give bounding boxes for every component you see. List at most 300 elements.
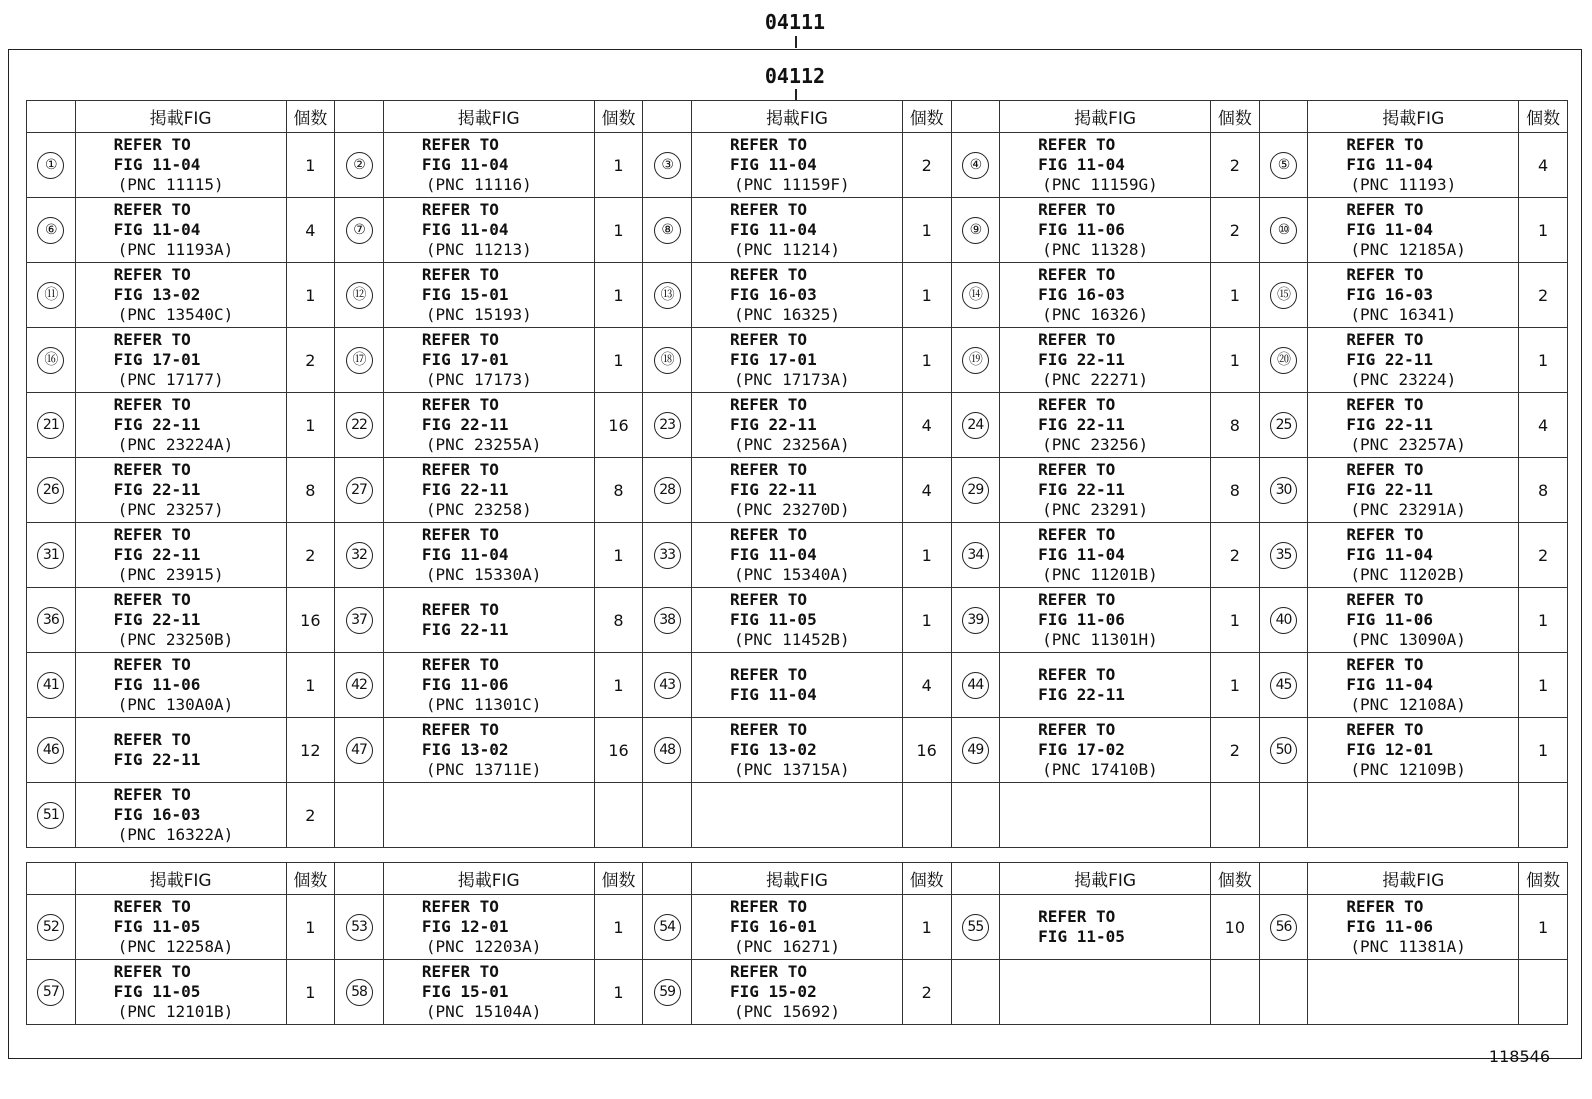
quantity-cell: 1 <box>594 653 643 718</box>
refer-to-text: REFER TO <box>730 665 808 684</box>
reference-cell <box>383 783 594 848</box>
header-qty-cell: 個数 <box>902 101 951 133</box>
item-number-badge: ② <box>346 152 373 179</box>
quantity-cell: 2 <box>1211 133 1260 198</box>
pnc-number: (PNC 12108A) <box>1350 695 1466 714</box>
reference-cell <box>692 198 903 263</box>
reference-cell <box>1000 133 1211 198</box>
pnc-number: (PNC 15340A) <box>734 565 850 584</box>
quantity-cell: 1 <box>286 960 335 1025</box>
quantity-cell: 1 <box>286 263 335 328</box>
item-number-badge: ⑯ <box>37 347 64 374</box>
fig-reference: FIG 22-11 <box>113 545 201 564</box>
item-number-cell <box>643 588 692 653</box>
fig-reference: FIG 22-11 <box>113 415 201 434</box>
reference-cell <box>383 523 594 588</box>
fig-reference: FIG 16-01 <box>730 917 817 936</box>
table-row <box>27 783 1568 848</box>
reference-cell <box>1000 895 1211 960</box>
refer-to-text: REFER TO <box>730 525 808 544</box>
item-number-cell <box>951 653 1000 718</box>
refer-to-text: REFER TO <box>113 135 191 154</box>
refer-to-text: REFER TO <box>1038 330 1116 349</box>
fig-reference: FIG 11-04 <box>113 155 201 174</box>
item-number-cell <box>643 328 692 393</box>
item-number-cell <box>643 960 692 1025</box>
quantity-cell: 2 <box>902 133 951 198</box>
quantity-cell: 1 <box>1519 653 1568 718</box>
item-number-cell <box>335 263 384 328</box>
fig-reference: FIG 11-04 <box>421 220 509 239</box>
item-number-cell <box>1259 588 1308 653</box>
quantity-cell: 1 <box>1519 718 1568 783</box>
reference-cell <box>1000 783 1211 848</box>
fig-reference: FIG 11-04 <box>421 545 509 564</box>
pnc-number: (PNC 16341) <box>1350 305 1457 324</box>
item-number-cell <box>335 393 384 458</box>
item-number-badge: 51 <box>37 802 64 829</box>
quantity-cell: 16 <box>594 393 643 458</box>
pnc-number: (PNC 16322A) <box>117 825 234 844</box>
table-row <box>27 588 1568 653</box>
quantity-cell: 16 <box>902 718 951 783</box>
item-number-badge: ① <box>37 152 64 179</box>
fig-reference: FIG 11-06 <box>1346 610 1434 629</box>
item-number-cell <box>951 783 1000 848</box>
pnc-number: (PNC 11328) <box>1042 240 1149 259</box>
pnc-number: (PNC 11159G) <box>1042 175 1158 194</box>
reference-cell <box>75 458 286 523</box>
quantity-cell: 4 <box>902 458 951 523</box>
quantity-cell: 2 <box>1519 263 1568 328</box>
reference-cell <box>692 523 903 588</box>
item-number-badge: 55 <box>962 914 989 941</box>
item-number-cell <box>1259 393 1308 458</box>
header-fig-cell: 掲載FIG <box>692 863 903 895</box>
header-fig-cell: 掲載FIG <box>1308 863 1519 895</box>
reference-cell <box>1000 393 1211 458</box>
item-number-badge: 25 <box>1270 412 1297 439</box>
item-number-cell <box>335 895 384 960</box>
fig-reference: FIG 16-03 <box>730 285 817 304</box>
header-qty-cell: 個数 <box>286 101 335 133</box>
quantity-cell <box>594 783 643 848</box>
item-number-badge: ⑪ <box>37 282 64 309</box>
fig-reference: FIG 13-02 <box>730 740 817 759</box>
item-number-cell <box>643 523 692 588</box>
header-no-cell <box>951 863 1000 895</box>
quantity-cell: 1 <box>902 588 951 653</box>
item-number-badge: ⑨ <box>962 217 989 244</box>
reference-cell <box>383 653 594 718</box>
quantity-cell <box>1519 960 1568 1025</box>
reference-cell <box>383 133 594 198</box>
refer-to-text: REFER TO <box>113 897 191 916</box>
quantity-cell: 1 <box>594 895 643 960</box>
fig-reference: FIG 22-11 <box>421 480 509 499</box>
fig-reference: FIG 22-11 <box>1038 415 1125 434</box>
fig-reference: FIG 11-06 <box>1038 220 1125 239</box>
refer-to-text: REFER TO <box>730 330 808 349</box>
pnc-number: (PNC 11301C) <box>425 695 542 714</box>
item-number-cell <box>27 960 76 1025</box>
pnc-number: (PNC 16326) <box>1042 305 1149 324</box>
pnc-number: (PNC 11213) <box>425 240 532 259</box>
pnc-number: (PNC 15104A) <box>425 1002 542 1021</box>
item-number-cell <box>335 653 384 718</box>
fig-reference: FIG 12-01 <box>1346 740 1434 759</box>
quantity-cell: 2 <box>1211 198 1260 263</box>
item-number-cell <box>27 718 76 783</box>
item-number-badge: ⑮ <box>1270 282 1297 309</box>
item-number-cell <box>27 393 76 458</box>
quantity-cell: 2 <box>902 960 951 1025</box>
item-number-badge: ⑰ <box>346 347 373 374</box>
top-code-leader-line <box>795 36 797 48</box>
item-number-cell <box>27 328 76 393</box>
pnc-number: (PNC 11452B) <box>734 630 850 649</box>
quantity-cell: 1 <box>594 198 643 263</box>
pnc-number: (PNC 15692) <box>734 1002 840 1021</box>
item-number-cell <box>951 328 1000 393</box>
item-number-cell <box>643 393 692 458</box>
pnc-number: (PNC 11214) <box>734 240 840 259</box>
fig-reference: FIG 11-06 <box>1346 917 1434 936</box>
fig-reference: FIG 11-04 <box>730 155 817 174</box>
item-number-badge: 24 <box>962 412 989 439</box>
pnc-number: (PNC 17173) <box>425 370 532 389</box>
quantity-cell: 1 <box>594 960 643 1025</box>
refer-to-text: REFER TO <box>113 395 191 414</box>
item-number-cell <box>335 458 384 523</box>
refer-to-text: REFER TO <box>1346 265 1424 284</box>
item-number-cell <box>951 263 1000 328</box>
item-number-cell <box>335 960 384 1025</box>
refer-to-text: REFER TO <box>113 962 191 981</box>
item-number-badge: 22 <box>346 412 373 439</box>
header-fig-cell: 掲載FIG <box>383 863 594 895</box>
pnc-number: (PNC 17410B) <box>1042 760 1158 779</box>
refer-to-text: REFER TO <box>1346 655 1424 674</box>
fig-reference: FIG 12-01 <box>421 917 509 936</box>
refer-to-text: REFER TO <box>1038 135 1116 154</box>
reference-cell <box>1308 588 1519 653</box>
item-number-cell <box>27 783 76 848</box>
reference-cell <box>1308 263 1519 328</box>
reference-cell <box>383 960 594 1025</box>
refer-to-text: REFER TO <box>421 600 499 619</box>
header-fig-cell: 掲載FIG <box>1000 101 1211 133</box>
reference-cell <box>692 393 903 458</box>
parts-table-secondary <box>26 862 1568 1025</box>
quantity-cell: 1 <box>902 198 951 263</box>
header-fig-cell: 掲載FIG <box>1000 863 1211 895</box>
reference-cell <box>75 198 286 263</box>
fig-reference: FIG 11-04 <box>1346 155 1434 174</box>
item-number-badge: 47 <box>346 737 373 764</box>
pnc-number: (PNC 11201B) <box>1042 565 1158 584</box>
item-number-badge: 45 <box>1270 672 1297 699</box>
fig-reference: FIG 11-06 <box>421 675 509 694</box>
top-assembly-code: 04111 <box>764 10 826 34</box>
reference-cell <box>1000 523 1211 588</box>
pnc-number: (PNC 13090A) <box>1350 630 1466 649</box>
refer-to-text: REFER TO <box>421 330 499 349</box>
reference-cell <box>1308 458 1519 523</box>
item-number-badge: 23 <box>654 412 681 439</box>
reference-cell <box>75 895 286 960</box>
refer-to-text: REFER TO <box>730 200 808 219</box>
quantity-cell: 8 <box>286 458 335 523</box>
quantity-cell: 1 <box>1211 328 1260 393</box>
reference-cell <box>1000 960 1211 1025</box>
quantity-cell <box>902 783 951 848</box>
item-number-cell <box>1259 718 1308 783</box>
item-number-cell <box>335 523 384 588</box>
fig-reference: FIG 17-01 <box>113 350 201 369</box>
header-qty-cell: 個数 <box>1519 101 1568 133</box>
pnc-number: (PNC 23256A) <box>734 435 850 454</box>
pnc-number: (PNC 12109B) <box>1350 760 1466 779</box>
refer-to-text: REFER TO <box>421 720 499 739</box>
item-number-badge: 57 <box>37 979 64 1006</box>
item-number-badge: ⑱ <box>654 347 681 374</box>
refer-to-text: REFER TO <box>730 962 808 981</box>
refer-to-text: REFER TO <box>421 265 499 284</box>
quantity-cell: 1 <box>594 328 643 393</box>
fig-reference: FIG 13-02 <box>113 285 201 304</box>
item-number-badge: 48 <box>654 737 681 764</box>
refer-to-text: REFER TO <box>421 525 499 544</box>
fig-reference: FIG 11-05 <box>730 610 817 629</box>
quantity-cell: 10 <box>1211 895 1260 960</box>
quantity-cell: 1 <box>594 263 643 328</box>
fig-reference: FIG 16-03 <box>113 805 201 824</box>
table-row <box>27 718 1568 783</box>
item-number-cell <box>1259 458 1308 523</box>
item-number-badge: 27 <box>346 477 373 504</box>
reference-cell <box>1308 393 1519 458</box>
pnc-number: (PNC 11301H) <box>1042 630 1158 649</box>
item-number-cell <box>1259 198 1308 263</box>
refer-to-text: REFER TO <box>113 785 191 804</box>
fig-reference: FIG 22-11 <box>1346 415 1434 434</box>
item-number-cell <box>643 895 692 960</box>
refer-to-text: REFER TO <box>113 730 191 749</box>
reference-cell <box>75 718 286 783</box>
table-row <box>27 393 1568 458</box>
header-no-cell <box>1259 863 1308 895</box>
reference-cell <box>1000 198 1211 263</box>
quantity-cell: 1 <box>594 523 643 588</box>
item-number-cell <box>643 653 692 718</box>
item-number-cell <box>643 458 692 523</box>
item-number-badge: 35 <box>1270 542 1297 569</box>
fig-reference: FIG 15-01 <box>421 982 509 1001</box>
refer-to-text: REFER TO <box>421 962 499 981</box>
item-number-cell <box>27 133 76 198</box>
refer-to-text: REFER TO <box>1346 395 1424 414</box>
pnc-number: (PNC 11116) <box>425 175 532 194</box>
reference-cell <box>1000 328 1211 393</box>
item-number-cell <box>951 588 1000 653</box>
item-number-badge: 39 <box>962 607 989 634</box>
quantity-cell: 1 <box>1519 895 1568 960</box>
quantity-cell: 12 <box>286 718 335 783</box>
quantity-cell <box>1519 783 1568 848</box>
reference-cell <box>383 588 594 653</box>
fig-reference: FIG 22-11 <box>730 415 817 434</box>
item-number-cell <box>643 718 692 783</box>
pnc-number: (PNC 11115) <box>117 175 224 194</box>
item-number-badge: ⑦ <box>346 217 373 244</box>
quantity-cell: 1 <box>594 133 643 198</box>
pnc-number: (PNC 12185A) <box>1350 240 1466 259</box>
quantity-cell: 8 <box>594 458 643 523</box>
header-no-cell <box>951 101 1000 133</box>
item-number-badge: 50 <box>1270 737 1297 764</box>
reference-cell <box>383 393 594 458</box>
item-number-badge: ③ <box>654 152 681 179</box>
item-number-cell <box>951 198 1000 263</box>
reference-cell <box>1000 458 1211 523</box>
reference-cell <box>75 960 286 1025</box>
fig-reference: FIG 22-11 <box>1346 480 1434 499</box>
reference-cell <box>75 393 286 458</box>
refer-to-text: REFER TO <box>1038 460 1116 479</box>
item-number-cell <box>1259 328 1308 393</box>
fig-reference: FIG 22-11 <box>421 415 509 434</box>
fig-reference: FIG 11-04 <box>1346 675 1434 694</box>
item-number-cell <box>951 895 1000 960</box>
pnc-number: (PNC 23915) <box>117 565 224 584</box>
pnc-number: (PNC 16325) <box>734 305 840 324</box>
item-number-cell <box>643 263 692 328</box>
pnc-number: (PNC 23257A) <box>1350 435 1466 454</box>
reference-cell <box>1308 960 1519 1025</box>
refer-to-text: REFER TO <box>113 525 191 544</box>
header-qty-cell: 個数 <box>902 863 951 895</box>
reference-cell <box>75 328 286 393</box>
fig-reference: FIG 13-02 <box>421 740 509 759</box>
reference-cell <box>1308 895 1519 960</box>
fig-reference: FIG 11-04 <box>730 545 817 564</box>
quantity-cell <box>1211 783 1260 848</box>
quantity-cell: 1 <box>902 895 951 960</box>
reference-cell <box>1000 588 1211 653</box>
item-number-cell <box>335 328 384 393</box>
table-row <box>27 458 1568 523</box>
item-number-badge: 37 <box>346 607 373 634</box>
reference-cell <box>75 653 286 718</box>
item-number-cell <box>27 263 76 328</box>
item-number-cell <box>335 198 384 263</box>
sub-assembly-code: 04112 <box>764 64 826 88</box>
quantity-cell: 8 <box>1519 458 1568 523</box>
pnc-number: (PNC 16271) <box>734 937 840 956</box>
table-row <box>27 653 1568 718</box>
item-number-cell <box>27 895 76 960</box>
fig-reference: FIG 17-01 <box>421 350 509 369</box>
quantity-cell: 1 <box>902 263 951 328</box>
table-row <box>27 895 1568 960</box>
refer-to-text: REFER TO <box>1346 897 1424 916</box>
pnc-number: (PNC 23258) <box>425 500 532 519</box>
item-number-badge: ⑳ <box>1270 347 1297 374</box>
item-number-cell <box>335 133 384 198</box>
item-number-cell <box>335 783 384 848</box>
quantity-cell: 2 <box>1211 523 1260 588</box>
pnc-number: (PNC 17173A) <box>734 370 850 389</box>
refer-to-text: REFER TO <box>1346 590 1424 609</box>
header-no-cell <box>27 863 76 895</box>
refer-to-text: REFER TO <box>730 135 808 154</box>
quantity-cell: 2 <box>1211 718 1260 783</box>
reference-cell <box>692 328 903 393</box>
item-number-cell <box>1259 263 1308 328</box>
reference-cell <box>692 588 903 653</box>
reference-cell <box>1308 718 1519 783</box>
quantity-cell: 2 <box>1519 523 1568 588</box>
item-number-cell <box>643 133 692 198</box>
reference-cell <box>692 783 903 848</box>
item-number-badge: 31 <box>37 542 64 569</box>
quantity-cell: 2 <box>286 523 335 588</box>
reference-cell <box>75 783 286 848</box>
item-number-cell <box>1259 783 1308 848</box>
fig-reference: FIG 22-11 <box>1038 480 1125 499</box>
pnc-number: (PNC 13540C) <box>117 305 234 324</box>
pnc-number: (PNC 23270D) <box>734 500 850 519</box>
refer-to-text: REFER TO <box>730 395 808 414</box>
item-number-cell <box>1259 653 1308 718</box>
quantity-cell: 1 <box>1519 588 1568 653</box>
reference-cell <box>692 895 903 960</box>
pnc-number: (PNC 23224) <box>1350 370 1457 389</box>
refer-to-text: REFER TO <box>1038 395 1116 414</box>
pnc-number: (PNC 11193A) <box>117 240 234 259</box>
refer-to-text: REFER TO <box>730 460 808 479</box>
item-number-badge: 46 <box>37 737 64 764</box>
refer-to-text: REFER TO <box>1346 200 1424 219</box>
reference-cell <box>1308 653 1519 718</box>
refer-to-text: REFER TO <box>421 655 499 674</box>
reference-cell <box>692 458 903 523</box>
header-fig-cell: 掲載FIG <box>383 101 594 133</box>
quantity-cell: 2 <box>286 783 335 848</box>
item-number-badge: 43 <box>654 672 681 699</box>
reference-cell <box>692 718 903 783</box>
pnc-number: (PNC 13711E) <box>425 760 542 779</box>
item-number-cell <box>951 458 1000 523</box>
table-row <box>27 523 1568 588</box>
item-number-cell <box>27 588 76 653</box>
item-number-cell <box>27 458 76 523</box>
item-number-cell <box>335 588 384 653</box>
item-number-badge: 32 <box>346 542 373 569</box>
refer-to-text: REFER TO <box>1038 720 1116 739</box>
pnc-number: (PNC 12203A) <box>425 937 542 956</box>
refer-to-text: REFER TO <box>1346 525 1424 544</box>
fig-reference: FIG 11-05 <box>113 917 201 936</box>
reference-cell <box>1308 523 1519 588</box>
refer-to-text: REFER TO <box>1038 665 1116 684</box>
refer-to-text: REFER TO <box>1346 330 1424 349</box>
table-header-row <box>27 863 1568 895</box>
table-row <box>27 133 1568 198</box>
quantity-cell: 4 <box>1519 393 1568 458</box>
table-row <box>27 263 1568 328</box>
